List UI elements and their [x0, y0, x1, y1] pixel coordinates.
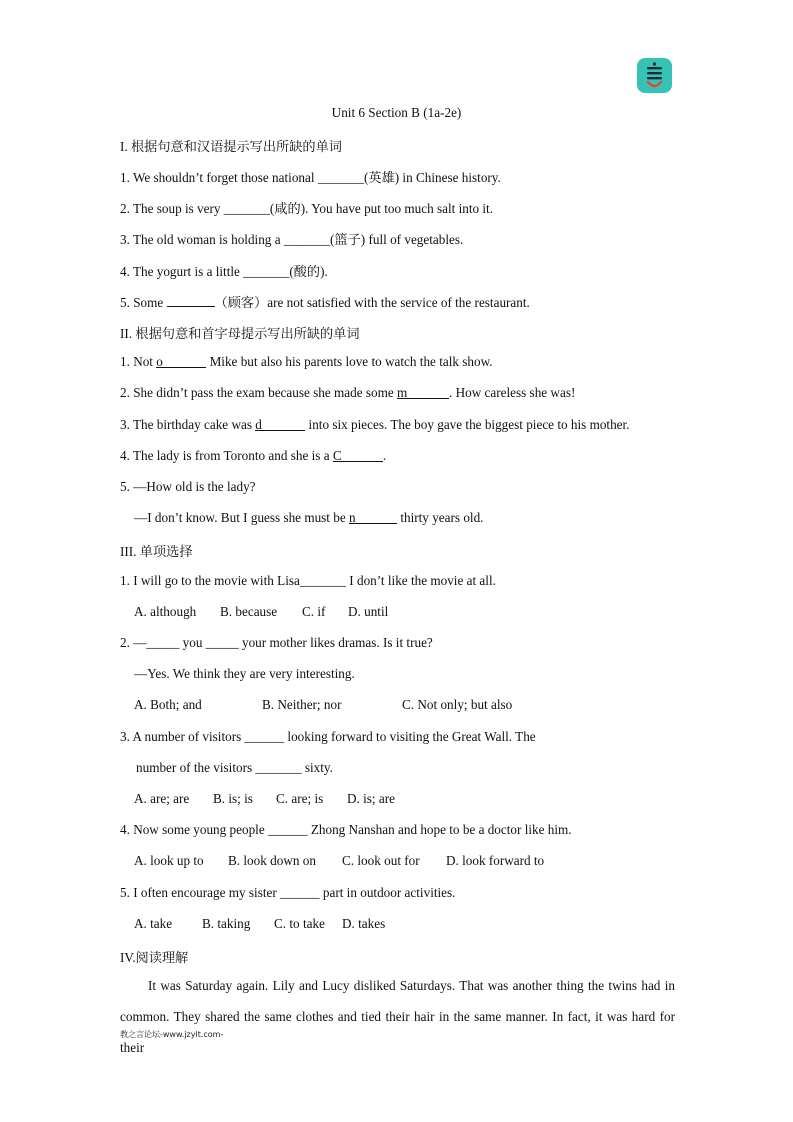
s2-item-4-after: .	[382, 448, 387, 463]
q5-options	[134, 916, 385, 932]
q1-stem: 1. I will go to the movie with Lisa_______ I don’t like the movie at all.	[120, 573, 496, 588]
q3-option-d: D. is; are	[347, 791, 395, 806]
s1-item-5-after: （顾客）are not satisfied with the service of the restaurant.	[214, 295, 530, 310]
q3-option-c: C. are; is	[276, 791, 324, 806]
q1-option-a: A. although	[134, 604, 197, 619]
q2-option-a: A. Both; and	[134, 697, 202, 712]
q5-option-a: A. take	[134, 916, 173, 931]
q2-stem: 2. —_____ you _____ your mother likes dramas. Is it true?	[120, 635, 433, 650]
q4-option-a: A. look up to	[134, 853, 204, 868]
q3-option-b: B. is; is	[213, 791, 253, 806]
answer-blank: m	[397, 385, 449, 399]
s2-item-4	[120, 448, 386, 464]
q4-option-b: B. look down on	[228, 853, 316, 868]
section4-heading: IV.阅读理解	[120, 950, 189, 965]
s1-item-3: 3. The old woman is holding a _______(篮子) full of vegetables.	[120, 232, 464, 247]
app-logo	[637, 58, 672, 93]
answer-blank: d	[255, 417, 305, 431]
answer-blank	[167, 293, 215, 307]
s2-item-2	[120, 385, 575, 401]
s1-item-5	[120, 292, 530, 311]
page-footer: 教之言论坛-www.jzylt.com-	[120, 1030, 224, 1039]
logo-icon	[637, 58, 672, 93]
s2-item-3-after: into six pieces. The boy gave the biggest piece to his mother.	[305, 417, 630, 432]
s2-item-1-after: Mike but also his parents love to watch the talk show.	[206, 354, 493, 369]
answer-blank: n	[349, 510, 397, 524]
s1-item-5-before: 5. Some	[120, 295, 167, 310]
q3-option-a: A. are; are	[134, 791, 190, 806]
section1-heading: I. 根据句意和汉语提示写出所缺的单词	[120, 139, 342, 154]
q1-options	[134, 604, 388, 620]
s2-item-2-before: 2. She didn’t pass the exam because she made some	[120, 385, 397, 400]
q5-stem: 5. I often encourage my sister ______ part in outdoor activities.	[120, 885, 456, 900]
page-title: Unit 6 Section B (1a-2e)	[331, 105, 462, 120]
q2-option-c: C. Not only; but also	[402, 697, 513, 712]
q2-options	[134, 697, 512, 713]
q5-option-b: B. taking	[202, 916, 251, 931]
s2-item-5: 5. —How old is the lady?	[120, 479, 256, 494]
s2-item-1	[120, 354, 493, 370]
q1-option-d: D. until	[348, 604, 389, 619]
reading-passage: It was Saturday again. Lily and Lucy disliked Saturdays. That was another thing the twins had in common. They shared the same clothes and tied their hair in the same manner. In fact, it was hard for their	[120, 978, 675, 1055]
s1-item-4: 4. The yogurt is a little _______(酸的).	[120, 264, 328, 279]
q5-option-d: D. takes	[342, 916, 386, 931]
q3-stem: 3. A number of visitors ______ looking forward to visiting the Great Wall. The	[120, 729, 536, 744]
q5-option-c: C. to take	[274, 916, 325, 931]
section2-heading: II. 根据句意和首字母提示写出所缺的单词	[120, 326, 360, 341]
s2-item-4-before: 4. The lady is from Toronto and she is a	[120, 448, 333, 463]
q1-option-c: C. if	[302, 604, 326, 619]
s2-item-5-reply	[134, 510, 483, 526]
answer-blank: C	[333, 448, 383, 462]
q1-option-b: B. because	[220, 604, 278, 619]
s2-item-1-before: 1. Not	[120, 354, 157, 369]
section3-heading: III. 单项选择	[120, 544, 193, 559]
q3-stem-cont: number of the visitors _______ sixty.	[136, 760, 333, 775]
answer-blank: o	[156, 354, 206, 368]
q3-options	[134, 791, 395, 807]
q4-options	[134, 853, 544, 869]
s2-item-3-before: 3. The birthday cake was	[120, 417, 256, 432]
s1-item-1: 1. We shouldn’t forget those national _______(英雄) in Chinese history.	[120, 170, 501, 185]
s2-item-2-after: . How careless she was!	[449, 385, 576, 400]
q2-option-b: B. Neither; nor	[262, 697, 342, 712]
q2-reply: —Yes. We think they are very interesting.	[134, 666, 355, 681]
s2-item-5-reply-before: —I don’t know. But I guess she must be	[134, 510, 350, 525]
s2-item-3	[120, 417, 630, 433]
s2-item-5-reply-after: thirty years old.	[397, 510, 484, 525]
q4-option-c: C. look out for	[342, 853, 420, 868]
q4-option-d: D. look forward to	[446, 853, 545, 868]
q4-stem: 4. Now some young people ______ Zhong Nanshan and hope to be a doctor like him.	[120, 822, 572, 837]
s1-item-2: 2. The soup is very _______(咸的). You have put too much salt into it.	[120, 201, 494, 216]
